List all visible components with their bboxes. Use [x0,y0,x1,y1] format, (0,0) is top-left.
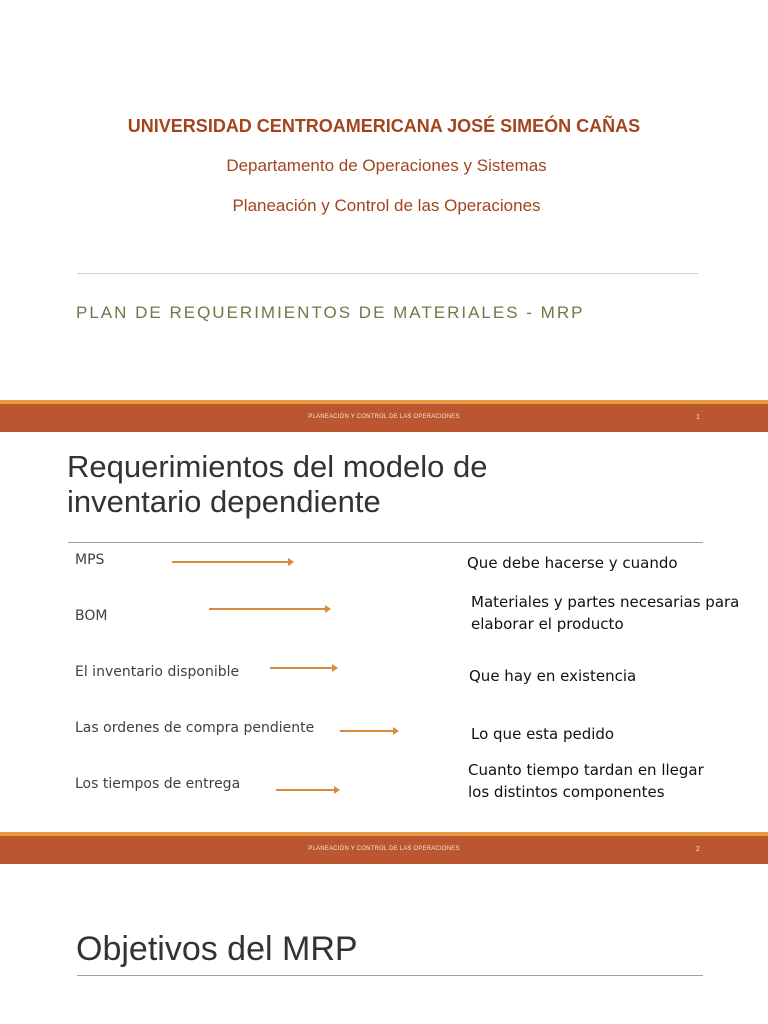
requirement-description [471,591,739,635]
requirement-description [467,552,678,574]
description-line: los distintos componentes [468,783,665,801]
course-name: Planeación y Control de las Operaciones [232,196,541,215]
slide2-title [67,449,487,519]
requirement-label: Los tiempos de entrega [75,776,241,792]
page-number: 2 [696,846,700,853]
requirement-label: MPS [75,552,105,568]
slide2-title-line1: Requerimientos del modelo de [67,449,488,484]
requirement-description [471,723,614,745]
footer-text: PLANEACIÓN Y CONTROL DE LAS OPERACIONES [308,414,460,420]
requirement-description [469,665,636,687]
footer-text: PLANEACIÓN Y CONTROL DE LAS OPERACIONES [308,846,460,852]
requirement-label: Las ordenes de compra pendiente [75,720,315,736]
description-line: Lo que esta pedido [471,725,615,743]
department-name: Departamento de Operaciones y Sistemas [226,156,547,175]
slide2-divider [68,542,703,543]
description-line: Que debe hacerse y cuando [467,554,678,572]
university-name: UNIVERSIDAD CENTROAMERICANA JOSÉ SIMEÓN CAÑAS [127,116,641,136]
arrow-icon [209,608,329,610]
arrow-icon [270,667,336,669]
page-number: 1 [696,414,700,421]
description-line: Cuanto tiempo tardan en llegar [468,761,704,779]
description-line: Que hay en existencia [469,667,637,685]
title-divider [77,273,698,274]
slide2-title-line2: inventario dependiente [67,484,381,519]
description-line: elaborar el producto [471,615,624,633]
slide3-divider [77,975,703,976]
description-line: Materiales y partes necesarias para [471,593,740,611]
slide-footer-1 [0,400,768,432]
requirement-label: BOM [75,608,108,624]
arrow-icon [276,789,338,791]
arrow-icon [172,561,292,563]
presentation-subtitle: PLAN DE REQUERIMIENTOS DE MATERIALES - MRP [76,303,585,322]
requirement-description [468,759,704,803]
requirement-label: El inventario disponible [75,664,240,680]
arrow-icon [340,730,397,732]
slide3-title: Objetivos del MRP [76,930,358,968]
slide-footer-2 [0,832,768,864]
